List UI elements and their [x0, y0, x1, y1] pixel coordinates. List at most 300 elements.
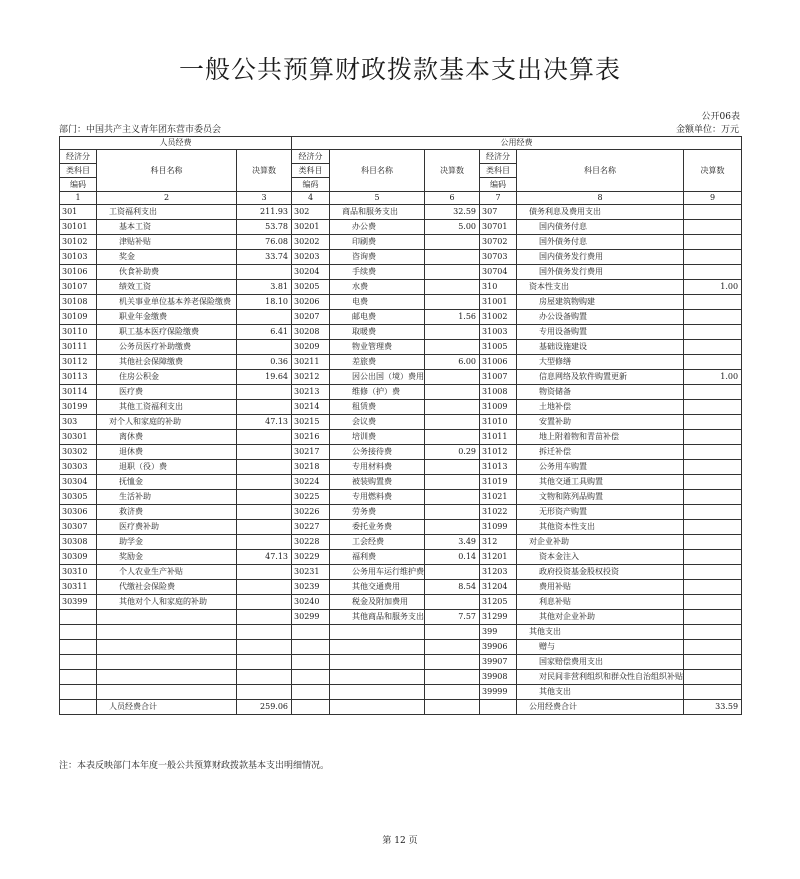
economic-code-cell: 399: [480, 625, 517, 640]
subject-name-cell: [97, 640, 237, 655]
economic-code-cell: 30231: [292, 565, 330, 580]
amount-cell: [684, 670, 742, 685]
amount-cell: [237, 430, 292, 445]
column-index: 1: [60, 192, 97, 205]
economic-code-cell: 30305: [60, 490, 97, 505]
empty-cell: [425, 700, 480, 715]
table-row: [60, 640, 742, 655]
subject-name-cell: 公务员医疗补助缴费: [97, 340, 237, 355]
amount-cell: [237, 520, 292, 535]
amount-cell: 7.57: [425, 610, 480, 625]
economic-code-cell: 31201: [480, 550, 517, 565]
economic-code-cell: 30217: [292, 445, 330, 460]
amount-cell: [425, 295, 480, 310]
personnel-total-label: 人员经费合计: [97, 700, 237, 715]
amount-cell: [237, 385, 292, 400]
amount-cell: [237, 505, 292, 520]
amount-header: 决算数: [684, 150, 742, 192]
subject-name-cell: 绩效工资: [97, 280, 237, 295]
table-row: [60, 355, 742, 370]
table-row: [60, 505, 742, 520]
subject-name-cell: 无形资产购置: [517, 505, 684, 520]
subject-name-cell: 住房公积金: [97, 370, 237, 385]
subject-name-cell: 税金及附加费用: [330, 595, 425, 610]
table-row: [60, 460, 742, 475]
table-row: [60, 595, 742, 610]
amount-cell: [684, 550, 742, 565]
table-row: [60, 670, 742, 685]
amount-cell: [684, 565, 742, 580]
table-row: [60, 520, 742, 535]
subject-header: 科目名称: [97, 150, 237, 192]
subject-name-cell: 拆迁补偿: [517, 445, 684, 460]
economic-code-cell: 30214: [292, 400, 330, 415]
amount-cell: [237, 490, 292, 505]
amount-cell: [425, 505, 480, 520]
amount-cell: [684, 235, 742, 250]
subject-name-cell: 其他对企业补助: [517, 610, 684, 625]
economic-code-cell: 31013: [480, 460, 517, 475]
subject-name-cell: 维修（护）费: [330, 385, 425, 400]
economic-code-cell: 30218: [292, 460, 330, 475]
subject-name-cell: 取暖费: [330, 325, 425, 340]
amount-cell: [684, 250, 742, 265]
subject-name-cell: 奖金: [97, 250, 237, 265]
economic-code-cell: 30308: [60, 535, 97, 550]
amount-cell: [425, 460, 480, 475]
amount-cell: [425, 385, 480, 400]
amount-cell: [684, 220, 742, 235]
table-row: [60, 295, 742, 310]
amount-cell: [237, 310, 292, 325]
amount-cell: [684, 625, 742, 640]
table-row: [60, 655, 742, 670]
economic-code-cell: 39906: [480, 640, 517, 655]
economic-code-cell: 302: [292, 205, 330, 220]
subject-name-cell: 土地补偿: [517, 400, 684, 415]
amount-cell: [425, 265, 480, 280]
code-header-line2: 类科目: [480, 164, 517, 178]
subject-name-cell: 救济费: [97, 505, 237, 520]
amount-cell: [237, 625, 292, 640]
amount-cell: [237, 655, 292, 670]
economic-code-cell: 30240: [292, 595, 330, 610]
subject-name-cell: 邮电费: [330, 310, 425, 325]
subject-name-cell: 资本金注入: [517, 550, 684, 565]
economic-code-cell: 301: [60, 205, 97, 220]
economic-code-cell: 30225: [292, 490, 330, 505]
subject-name-cell: 被装购置费: [330, 475, 425, 490]
subject-name-cell: 其他社会保障缴费: [97, 355, 237, 370]
economic-code-cell: 39907: [480, 655, 517, 670]
economic-code-cell: 31099: [480, 520, 517, 535]
amount-cell: [684, 265, 742, 280]
amount-cell: [684, 520, 742, 535]
amount-cell: [425, 430, 480, 445]
public-total-label: 公用经费合计: [517, 700, 684, 715]
amount-cell: [237, 475, 292, 490]
subject-name-cell: 个人农业生产补贴: [97, 565, 237, 580]
amount-header: 决算数: [237, 150, 292, 192]
economic-code-cell: 30309: [60, 550, 97, 565]
economic-code-cell: 30101: [60, 220, 97, 235]
amount-cell: [684, 580, 742, 595]
empty-cell: [60, 700, 97, 715]
economic-code-cell: [60, 625, 97, 640]
amount-cell: [237, 565, 292, 580]
amount-cell: [237, 595, 292, 610]
subject-name-cell: 其他支出: [517, 685, 684, 700]
amount-cell: [425, 625, 480, 640]
economic-code-cell: 30209: [292, 340, 330, 355]
subject-name-cell: 基本工资: [97, 220, 237, 235]
economic-code-cell: 30304: [60, 475, 97, 490]
economic-code-cell: 30113: [60, 370, 97, 385]
economic-code-cell: 39908: [480, 670, 517, 685]
table-row: [60, 625, 742, 640]
subject-name-cell: [330, 625, 425, 640]
economic-code-cell: 30306: [60, 505, 97, 520]
subject-name-cell: 委托业务费: [330, 520, 425, 535]
economic-code-cell: 30702: [480, 235, 517, 250]
subject-name-cell: 其他支出: [517, 625, 684, 640]
amount-cell: 211.93: [237, 205, 292, 220]
table-row: [60, 340, 742, 355]
column-index: 3: [237, 192, 292, 205]
subject-name-cell: 资本性支出: [517, 280, 684, 295]
subject-name-cell: 其他工资福利支出: [97, 400, 237, 415]
table-row: [60, 550, 742, 565]
economic-code-cell: 30206: [292, 295, 330, 310]
public-group-header: 公用经费: [292, 137, 742, 150]
economic-code-cell: 39999: [480, 685, 517, 700]
economic-code-cell: 30203: [292, 250, 330, 265]
table-row: [60, 610, 742, 625]
table-row: [60, 580, 742, 595]
economic-code-cell: 31006: [480, 355, 517, 370]
amount-cell: [237, 445, 292, 460]
amount-cell: 3.81: [237, 280, 292, 295]
amount-cell: 47.13: [237, 415, 292, 430]
totals-row: [60, 700, 742, 715]
table-row: [60, 565, 742, 580]
subject-name-cell: 债务利息及费用支出: [517, 205, 684, 220]
subject-name-cell: 水费: [330, 280, 425, 295]
economic-code-cell: 30108: [60, 295, 97, 310]
amount-cell: [237, 685, 292, 700]
economic-code-cell: 30307: [60, 520, 97, 535]
amount-cell: [425, 490, 480, 505]
economic-code-cell: 30111: [60, 340, 97, 355]
economic-code-cell: 31003: [480, 325, 517, 340]
amount-cell: [425, 640, 480, 655]
amount-header: 决算数: [425, 150, 480, 192]
subject-name-cell: 其他对个人和家庭的补助: [97, 595, 237, 610]
subject-name-cell: 物资储备: [517, 385, 684, 400]
subject-name-cell: 退职（役）费: [97, 460, 237, 475]
amount-cell: [425, 685, 480, 700]
subject-name-cell: 职工基本医疗保险缴费: [97, 325, 237, 340]
code-header-line1: 经济分: [292, 150, 330, 164]
amount-cell: [425, 595, 480, 610]
subject-header: 科目名称: [517, 150, 684, 192]
empty-cell: [480, 700, 517, 715]
economic-code-cell: 31011: [480, 430, 517, 445]
subject-name-cell: 信息网络及软件购置更新: [517, 370, 684, 385]
column-index: 6: [425, 192, 480, 205]
table-row: [60, 685, 742, 700]
amount-cell: [684, 325, 742, 340]
amount-cell: [425, 655, 480, 670]
code-header-line3: 编码: [292, 178, 330, 192]
economic-code-cell: 30310: [60, 565, 97, 580]
economic-code-cell: [60, 655, 97, 670]
subject-name-cell: 国内债务发行费用: [517, 250, 684, 265]
economic-code-cell: 31203: [480, 565, 517, 580]
economic-code-cell: 30199: [60, 400, 97, 415]
table-row: [60, 280, 742, 295]
page-title: 一般公共预算财政拨款基本支出决算表: [178, 55, 621, 84]
subject-name-cell: 医疗费补助: [97, 520, 237, 535]
economic-code-cell: 30229: [292, 550, 330, 565]
amount-cell: [425, 520, 480, 535]
economic-code-cell: 30110: [60, 325, 97, 340]
amount-cell: [237, 535, 292, 550]
subject-name-cell: 印刷费: [330, 235, 425, 250]
economic-code-cell: 31299: [480, 610, 517, 625]
table-row: [60, 400, 742, 415]
economic-code-cell: [60, 610, 97, 625]
amount-cell: [237, 460, 292, 475]
subject-name-cell: 大型修缮: [517, 355, 684, 370]
table-body: [60, 205, 742, 700]
subject-name-cell: 代缴社会保险费: [97, 580, 237, 595]
code-header-line1: 经济分: [60, 150, 97, 164]
subject-name-cell: 劳务费: [330, 505, 425, 520]
economic-code-cell: 31008: [480, 385, 517, 400]
subject-name-cell: 专用燃料费: [330, 490, 425, 505]
economic-code-cell: 30102: [60, 235, 97, 250]
table-row: [60, 415, 742, 430]
amount-cell: [425, 475, 480, 490]
table-row: [60, 325, 742, 340]
subject-name-cell: 基础设施建设: [517, 340, 684, 355]
subject-name-cell: 离休费: [97, 430, 237, 445]
amount-cell: [684, 595, 742, 610]
subject-name-cell: 公务用车运行维护费: [330, 565, 425, 580]
subject-name-cell: 福利费: [330, 550, 425, 565]
economic-code-cell: 31007: [480, 370, 517, 385]
personnel-total-value: 259.06: [237, 700, 292, 715]
amount-cell: 5.00: [425, 220, 480, 235]
subject-name-cell: 利息补贴: [517, 595, 684, 610]
subject-name-cell: 办公设备购置: [517, 310, 684, 325]
economic-code-cell: 307: [480, 205, 517, 220]
economic-code-cell: 312: [480, 535, 517, 550]
economic-code-cell: 31021: [480, 490, 517, 505]
economic-code-cell: 30704: [480, 265, 517, 280]
economic-code-cell: 31001: [480, 295, 517, 310]
subject-name-cell: 咨询费: [330, 250, 425, 265]
subject-name-cell: 其他资本性支出: [517, 520, 684, 535]
economic-code-cell: 30213: [292, 385, 330, 400]
table-row: [60, 310, 742, 325]
amount-cell: 19.64: [237, 370, 292, 385]
economic-code-cell: 310: [480, 280, 517, 295]
code-header-line1: 经济分: [480, 150, 517, 164]
amount-cell: 1.00: [684, 280, 742, 295]
amount-cell: [425, 670, 480, 685]
subject-name-cell: 公务用车购置: [517, 460, 684, 475]
table-row: [60, 220, 742, 235]
group-header-row: [60, 137, 742, 150]
subject-name-cell: 租赁费: [330, 400, 425, 415]
amount-cell: [425, 415, 480, 430]
amount-cell: [684, 655, 742, 670]
amount-cell: 47.13: [237, 550, 292, 565]
subject-name-cell: 对个人和家庭的补助: [97, 415, 237, 430]
economic-code-cell: 31205: [480, 595, 517, 610]
subject-name-cell: 生活补助: [97, 490, 237, 505]
code-header-line2: 类科目: [292, 164, 330, 178]
economic-code-cell: 31019: [480, 475, 517, 490]
amount-cell: 0.14: [425, 550, 480, 565]
amount-cell: 6.00: [425, 355, 480, 370]
table-row: [60, 265, 742, 280]
subject-name-cell: 伙食补助费: [97, 265, 237, 280]
subject-name-cell: 物业管理费: [330, 340, 425, 355]
amount-cell: 3.49: [425, 535, 480, 550]
subject-name-cell: 国内债务付息: [517, 220, 684, 235]
empty-cell: [330, 700, 425, 715]
amount-cell: [684, 400, 742, 415]
subject-name-cell: 会议费: [330, 415, 425, 430]
economic-code-cell: 30703: [480, 250, 517, 265]
expenditure-table: [59, 136, 742, 715]
amount-cell: [425, 235, 480, 250]
economic-code-cell: 30301: [60, 430, 97, 445]
code-header-line2: 类科目: [60, 164, 97, 178]
subject-name-cell: 培训费: [330, 430, 425, 445]
subject-name-cell: 地上附着物和青苗补偿: [517, 430, 684, 445]
economic-code-cell: 30208: [292, 325, 330, 340]
amount-cell: [425, 400, 480, 415]
subject-name-cell: 国外债务发行费用: [517, 265, 684, 280]
subject-name-cell: 工资福利支出: [97, 205, 237, 220]
subject-name-cell: 抚恤金: [97, 475, 237, 490]
economic-code-cell: 30299: [292, 610, 330, 625]
subject-name-cell: [97, 655, 237, 670]
economic-code-cell: 31002: [480, 310, 517, 325]
subject-name-cell: 其他交通费用: [330, 580, 425, 595]
subject-name-cell: 奖励金: [97, 550, 237, 565]
amount-cell: [237, 610, 292, 625]
amount-cell: [425, 340, 480, 355]
economic-code-cell: [60, 685, 97, 700]
subject-name-cell: 专用材料费: [330, 460, 425, 475]
personnel-group-header: 人员经费: [60, 137, 292, 150]
subject-name-cell: 退休费: [97, 445, 237, 460]
economic-code-cell: 31005: [480, 340, 517, 355]
economic-code-cell: 30399: [60, 595, 97, 610]
column-index: 7: [480, 192, 517, 205]
economic-code-cell: 30215: [292, 415, 330, 430]
subject-name-cell: 其他交通工具购置: [517, 475, 684, 490]
subject-name-cell: 其他商品和服务支出: [330, 610, 425, 625]
subject-name-cell: 国外债务付息: [517, 235, 684, 250]
column-index: 5: [330, 192, 425, 205]
amount-cell: [684, 415, 742, 430]
subject-name-cell: 职业年金缴费: [97, 310, 237, 325]
department-label: 部门：中国共产主义青年团东营市委员会: [59, 125, 222, 135]
table-row: [60, 445, 742, 460]
amount-cell: [684, 640, 742, 655]
table-row: [60, 385, 742, 400]
public-total-value: 33.59: [684, 700, 742, 715]
economic-code-cell: [292, 670, 330, 685]
amount-cell: [684, 490, 742, 505]
amount-cell: 0.29: [425, 445, 480, 460]
column-index: 8: [517, 192, 684, 205]
amount-cell: [425, 565, 480, 580]
economic-code-cell: 30202: [292, 235, 330, 250]
subject-name-cell: 对民间非营利组织和群众性自治组织补贴: [517, 670, 684, 685]
amount-cell: 53.78: [237, 220, 292, 235]
amount-cell: [425, 250, 480, 265]
amount-cell: [237, 400, 292, 415]
economic-code-cell: [292, 625, 330, 640]
amount-cell: [237, 580, 292, 595]
amount-cell: 1.56: [425, 310, 480, 325]
subject-name-cell: 电费: [330, 295, 425, 310]
amount-cell: [684, 355, 742, 370]
amount-cell: [684, 460, 742, 475]
amount-cell: [237, 340, 292, 355]
economic-code-cell: 30239: [292, 580, 330, 595]
amount-cell: [237, 640, 292, 655]
economic-code-cell: 30227: [292, 520, 330, 535]
amount-cell: 6.41: [237, 325, 292, 340]
table-row: [60, 475, 742, 490]
economic-code-cell: 30211: [292, 355, 330, 370]
column-index: 9: [684, 192, 742, 205]
amount-cell: [237, 670, 292, 685]
amount-cell: [684, 340, 742, 355]
column-index: 2: [97, 192, 237, 205]
subject-header: 科目名称: [330, 150, 425, 192]
amount-cell: 76.08: [237, 235, 292, 250]
economic-code-cell: 30114: [60, 385, 97, 400]
economic-code-cell: 30224: [292, 475, 330, 490]
economic-code-cell: 30216: [292, 430, 330, 445]
economic-code-cell: 30107: [60, 280, 97, 295]
subject-name-cell: 文物和陈列品购置: [517, 490, 684, 505]
economic-code-cell: 30302: [60, 445, 97, 460]
column-index: 4: [292, 192, 330, 205]
subject-name-cell: [330, 655, 425, 670]
subject-name-cell: 差旅费: [330, 355, 425, 370]
subject-name-cell: 商品和服务支出: [330, 205, 425, 220]
amount-cell: 8.54: [425, 580, 480, 595]
subject-name-cell: 机关事业单位基本养老保险缴费: [97, 295, 237, 310]
amount-cell: [684, 610, 742, 625]
economic-code-cell: 30311: [60, 580, 97, 595]
economic-code-cell: 30207: [292, 310, 330, 325]
column-index-row: [60, 192, 742, 205]
subject-name-cell: 因公出国（境）费用: [330, 370, 425, 385]
subject-name-cell: 专用设备购置: [517, 325, 684, 340]
subject-name-cell: 对企业补助: [517, 535, 684, 550]
